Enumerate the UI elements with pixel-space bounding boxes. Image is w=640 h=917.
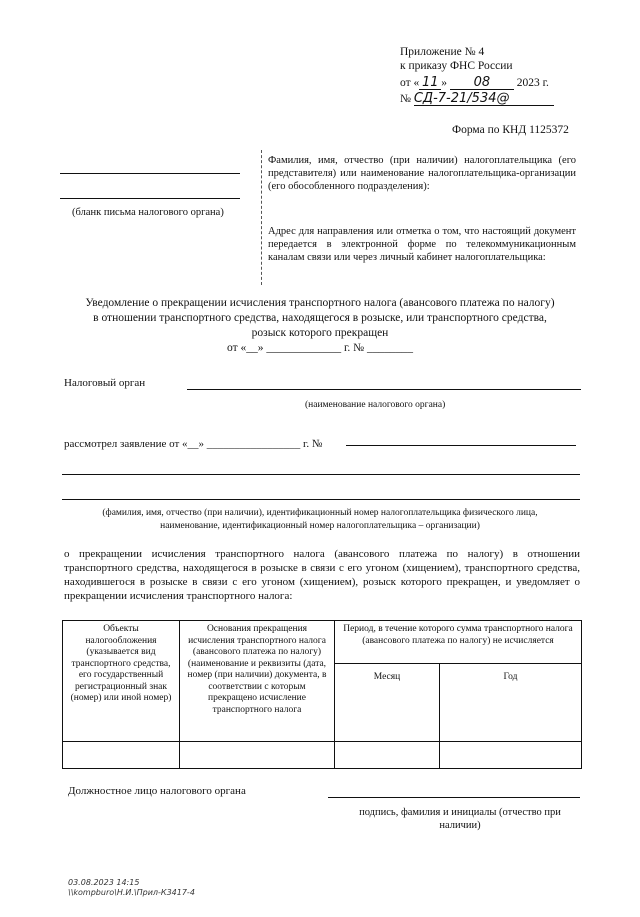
date-month: 08 — [450, 76, 514, 90]
table-header-basis: Основания прекращения исчисления транспортного налога (авансового платежа по налогу) (наименование и реквизиты (дата, номер (при наличии) документа, в соответствии с которым прекращено исчисление транспортного налога — [180, 621, 335, 742]
date-prefix: от « — [400, 77, 420, 89]
table-header-year: Год — [440, 664, 582, 742]
table-header-month: Месяц — [335, 664, 440, 742]
tax-authority-line — [187, 389, 581, 390]
letterhead-line-2 — [60, 198, 240, 199]
date-year: 2023 г. — [516, 77, 549, 89]
file-stamp-date: 03.08.2023 14:15 — [68, 878, 140, 887]
table-cell-empty — [440, 742, 582, 769]
table-row — [63, 742, 582, 769]
taxpayer-caption-1: (фамилия, имя, отчество (при наличии), идентификационный номер налогоплательщика физического лица, — [102, 508, 538, 518]
recipient-text: Фамилия, имя, отчество (при наличии) налогоплательщика (его представителя) или наименование налогоплательщика-организации (его обособленного подразделения): — [268, 155, 576, 192]
title-line-1: Уведомление о прекращении исчисления транспортного налога (авансового платежа по налогу) — [85, 297, 555, 309]
notification-paragraph: о прекращении исчисления транспортного налога (авансового платежа по налогу) в отношении транспортного средства, находящегося в розыске в связи с его угоном (хищением), транспортного средства, находившегося в розыске в связи с его угоном (хищением), розыск которого прекращен, и уведомляет о прекращении исчисления транспортного налога: — [64, 548, 580, 602]
file-stamp-path: \\kompburo\Н.И.\Прил-К3417-4 — [68, 888, 195, 897]
objects-table — [62, 620, 582, 769]
reviewed-label: рассмотрел заявление от «__» _________________ г. № — [64, 438, 323, 450]
header-divider — [261, 150, 262, 285]
letterhead-caption: (бланк письма налогового органа) — [72, 207, 224, 218]
table-cell-empty — [180, 742, 335, 769]
address-text: Адрес для направления или отметка о том, что настоящий документ передается в электронной форме по телекоммуникационным каналам связи или через личный кабинет налогоплательщика: — [268, 226, 576, 263]
signature-caption: подпись, фамилия и инициалы (отчество при наличии) — [359, 807, 561, 831]
taxpayer-caption-2: наименование, идентификационный номер налогоплательщика – организации) — [160, 521, 480, 531]
title-line-2: в отношении транспортного средства, находящегося в розыске, или транспортного средства, — [93, 312, 547, 324]
form-code: Форма по КНД 1125372 — [452, 124, 569, 136]
date-day: 11 — [419, 76, 441, 90]
letterhead-line-1 — [60, 173, 240, 174]
tax-authority-label: Налоговый орган — [64, 377, 146, 389]
taxpayer-line-2 — [62, 499, 580, 500]
tax-authority-caption: (наименование налогового органа) — [305, 400, 446, 410]
number-handwritten: СД-7-21/534@ — [414, 92, 554, 106]
taxpayer-line-1 — [62, 474, 580, 475]
title-line-3: розыск которого прекращен — [251, 327, 389, 339]
table-header-period: Период, в течение которого сумма транспортного налога (авансового платежа по налогу) не исчисляется — [335, 621, 582, 664]
order-number — [400, 92, 554, 106]
appendix-title: Приложение № 4 — [400, 46, 485, 58]
number-prefix: № — [400, 93, 411, 105]
reviewed-number-line — [346, 445, 576, 446]
title-date-line: от «__» _____________ г. № ________ — [226, 342, 414, 354]
order-reference: к приказу ФНС России — [400, 60, 513, 72]
table-cell-empty — [335, 742, 440, 769]
order-date — [400, 76, 549, 90]
table-cell-empty — [63, 742, 180, 769]
table-header-objects: Объекты налогообложения (указывается вид транспортного средства, его государственный регистрационный знак (номер) или иной номер) — [63, 621, 180, 742]
date-mid: » — [441, 77, 447, 89]
official-label: Должностное лицо налогового органа — [68, 785, 246, 797]
signature-line — [328, 797, 580, 798]
